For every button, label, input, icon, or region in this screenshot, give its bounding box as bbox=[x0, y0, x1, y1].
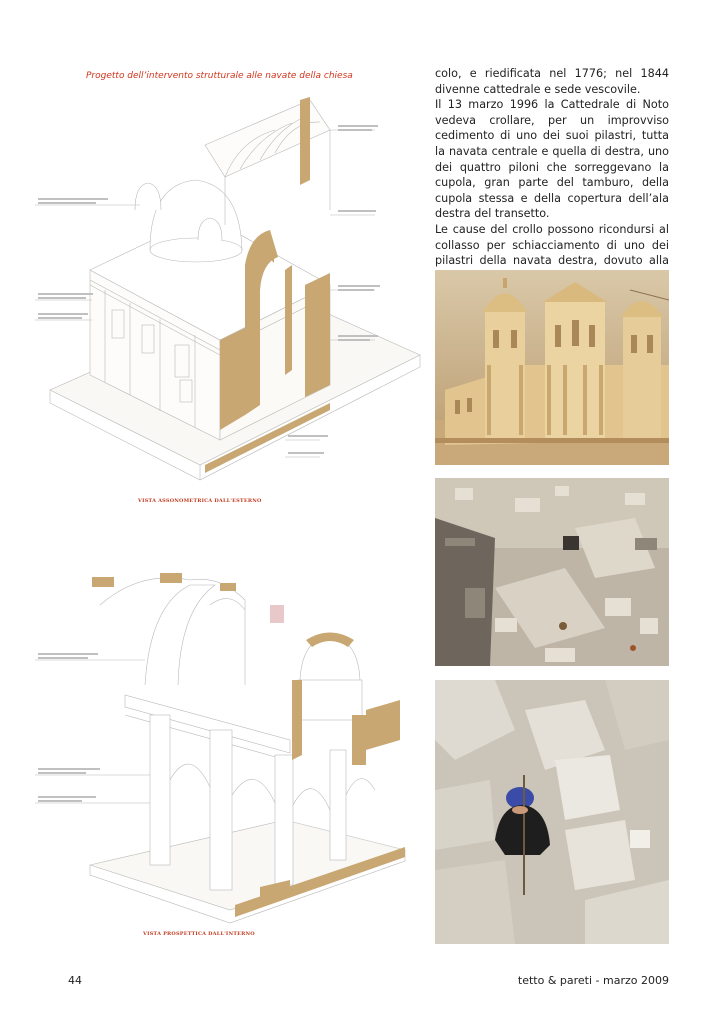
article-paragraph: Le cause del crollo possono ricondursi al collasso per schiacciamento di uno dei pilastri della navata destra, dovuto alla bbox=[435, 222, 669, 268]
axonometric-drawing bbox=[30, 85, 425, 505]
photo-cathedral-model bbox=[435, 270, 669, 465]
drawing-label-bottom: VISTA PROSPETTICA DALL'INTERNO bbox=[143, 931, 255, 937]
photo-rubble-worker bbox=[435, 680, 669, 944]
article-text bbox=[435, 66, 669, 300]
drawing-label-top: VISTA ASSONOMETRICA DALL'ESTERNO bbox=[138, 498, 262, 504]
photo-rubble-aerial bbox=[435, 478, 669, 666]
magazine-footer: tetto & pareti - marzo 2009 bbox=[517, 974, 669, 987]
article-paragraph: colo, e riedificata nel 1776; nel 1844 divenne cattedrale e sede vescovile. bbox=[435, 67, 669, 96]
page-number: 44 bbox=[68, 974, 82, 987]
article-paragraph: Il 13 marzo 1996 la Cattedrale di Noto vedeva crollare, per un improvviso cedimento di uno dei suoi pilastri, tutta la navata centrale e quella di destra, uno dei quattro piloni che sorreggevano la cupola, gran parte del tamburo, della cupola stessa e della copertura dell’ala destra del transetto. bbox=[435, 98, 669, 221]
figure-caption: Progetto dell’intervento strutturale alle navate della chiesa bbox=[86, 71, 353, 81]
perspective-drawing bbox=[30, 565, 425, 935]
